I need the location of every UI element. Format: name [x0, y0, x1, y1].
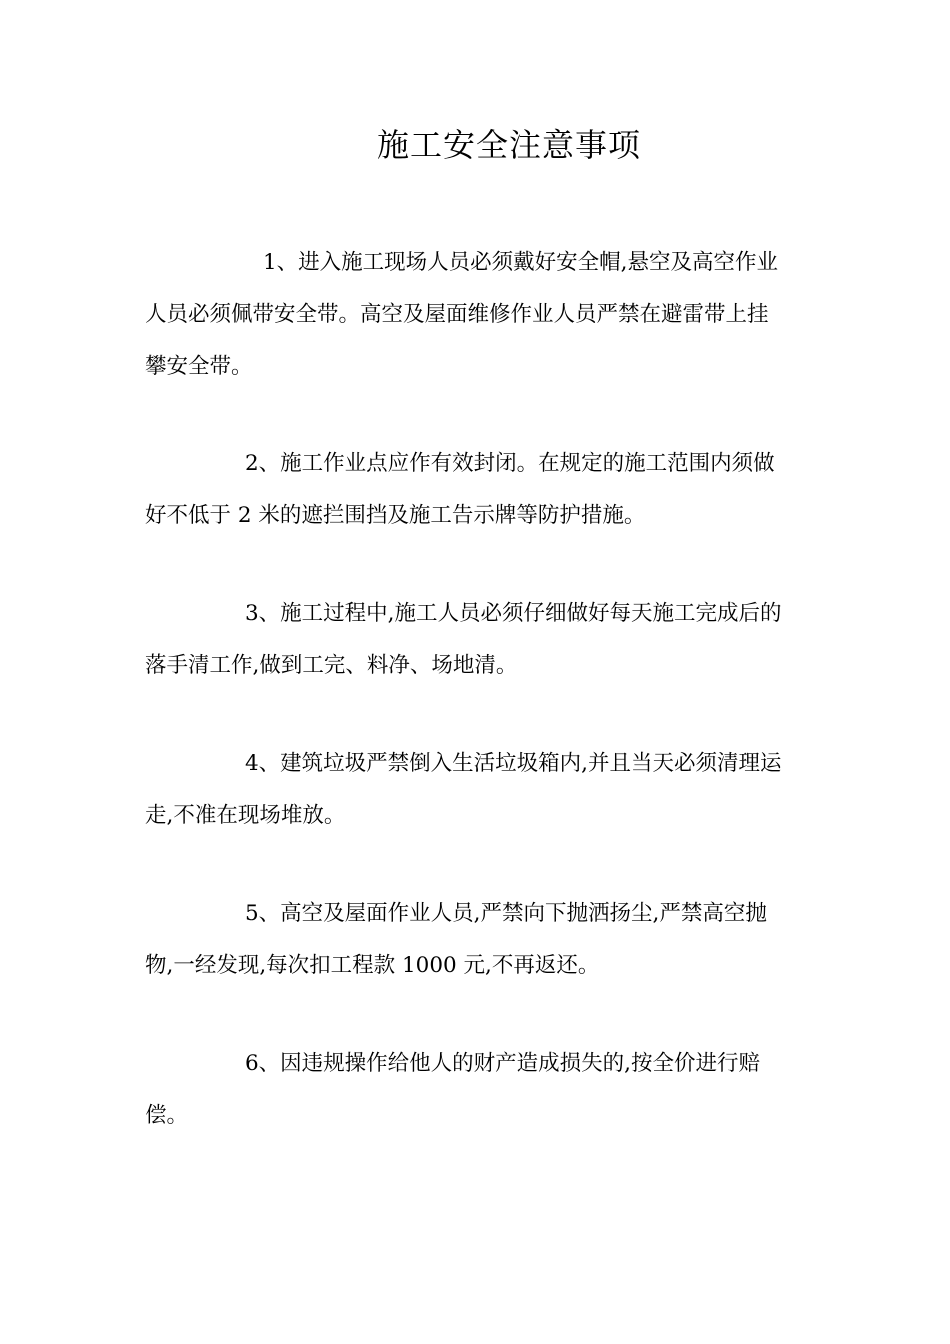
- safety-item-4: [145, 738, 805, 842]
- safety-item-5: [145, 888, 805, 992]
- safety-item-1: [145, 237, 805, 393]
- paragraph-line: 4、建筑垃圾严禁倒入生活垃圾箱内,并且当天必须清理运: [245, 751, 782, 776]
- paragraph-line: 人员必须佩带安全带。高空及屋面维修作业人员严禁在避雷带上挂: [145, 302, 769, 327]
- paragraph-line: 物,一经发现,每次扣工程款 1000 元,不再返还。: [145, 953, 600, 978]
- document-title: 施工安全注意事项: [376, 126, 641, 164]
- paragraph-line: 攀安全带。: [145, 354, 253, 379]
- paragraph-line: 偿。: [145, 1103, 189, 1128]
- paragraph-line: 6、因违规操作给他人的财产造成损失的,按全价进行赔: [245, 1051, 761, 1076]
- paragraph-line: 3、施工过程中,施工人员必须仔细做好每天施工完成后的: [245, 601, 782, 626]
- paragraph-line: 好不低于 2 米的遮拦围挡及施工告示牌等防护措施。: [145, 503, 646, 528]
- safety-item-2: [145, 438, 805, 542]
- paragraph-line: 1、进入施工现场人员必须戴好安全帽,悬空及高空作业: [263, 250, 779, 275]
- paragraph-line: 2、施工作业点应作有效封闭。在规定的施工范围内须做: [245, 451, 775, 476]
- safety-item-6: [145, 1038, 805, 1142]
- paragraph-line: 5、高空及屋面作业人员,严禁向下抛洒扬尘,严禁高空抛: [245, 901, 767, 926]
- paragraph-line: 落手清工作,做到工完、料净、场地清。: [145, 653, 518, 678]
- safety-item-3: [145, 588, 805, 692]
- paragraph-line: 走,不准在现场堆放。: [145, 803, 346, 828]
